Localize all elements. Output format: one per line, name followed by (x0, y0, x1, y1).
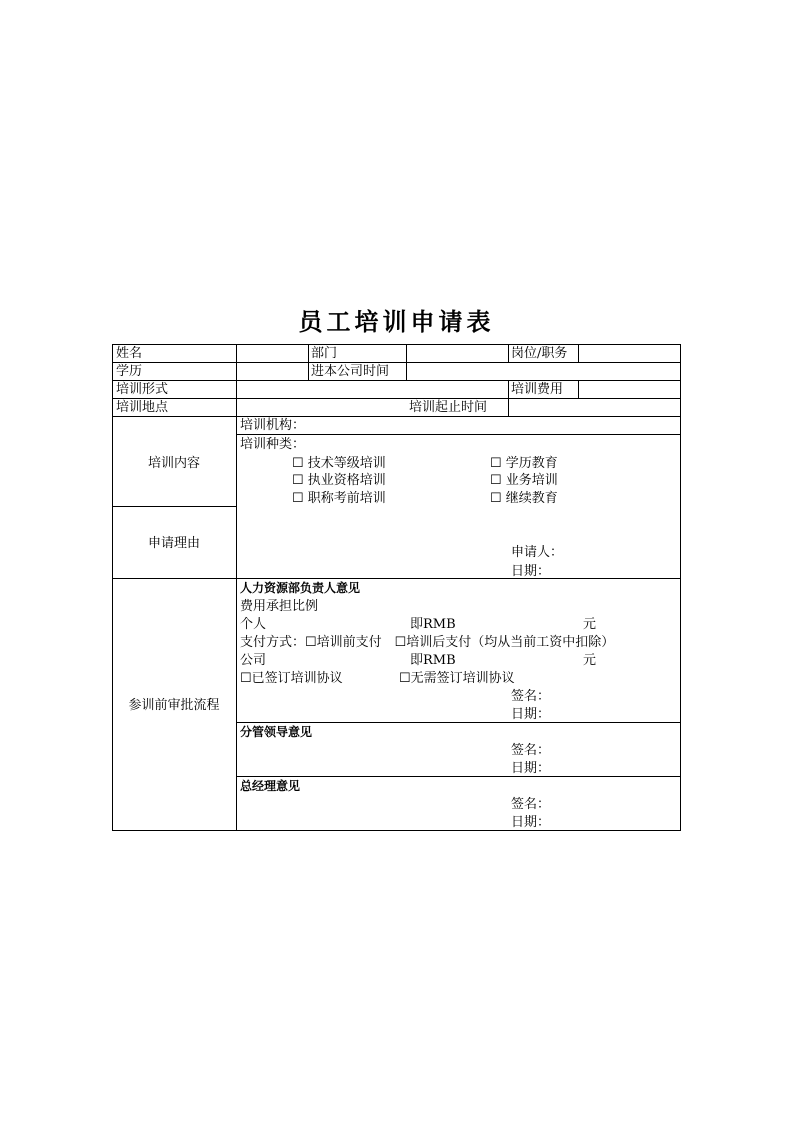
hr-opinion-title: 人力资源部负责人意见 (240, 581, 361, 595)
leader-opinion-title: 分管领导意见 (240, 725, 313, 739)
option-title-exam[interactable]: ☐ 职称考前培训 (292, 491, 386, 506)
company-rmb-label: 即RMB (410, 653, 456, 668)
training-form-label: 培训形式 (116, 382, 169, 397)
applicant-label: 申请人： (511, 545, 564, 560)
cost-share-label: 费用承担比例 (240, 599, 319, 614)
training-period-label: 培训起止时间 (409, 400, 488, 415)
agreement-unsigned-option[interactable]: ☐无需签订培训协议 (399, 671, 515, 686)
personal-label: 个人 (240, 617, 267, 632)
gm-sign-label: 签名： (511, 797, 551, 812)
training-types-label: 培训种类： (240, 437, 306, 452)
company-label: 公司 (240, 653, 267, 668)
option-academic[interactable]: ☐ 学历教育 (490, 456, 558, 471)
personal-yuan-label: 元 (583, 617, 597, 632)
content-label: 培训内容 (147, 456, 200, 471)
training-place-label: 培训地点 (116, 400, 169, 415)
payment-method: 支付方式：☐培训前支付 ☐培训后支付（均从当前工资中扣除） (240, 635, 615, 650)
gm-opinion-title: 总经理意见 (240, 779, 301, 793)
leader-sign-label: 签名： (511, 743, 551, 758)
option-continuing[interactable]: ☐ 继续教育 (490, 491, 558, 506)
name-label: 姓名 (116, 346, 143, 361)
position-label: 岗位/职务 (511, 346, 568, 361)
leader-date-label: 日期： (511, 761, 551, 776)
approval-label: 参训前审批流程 (128, 698, 220, 713)
training-org-label: 培训机构： (240, 418, 306, 433)
option-qualification[interactable]: ☐ 执业资格培训 (292, 473, 386, 488)
option-business[interactable]: ☐ 业务培训 (490, 473, 558, 488)
join-date-label: 进本公司时间 (311, 364, 390, 379)
hr-sign-label: 签名： (511, 689, 551, 704)
company-yuan-label: 元 (583, 653, 597, 668)
hr-date-label: 日期： (511, 707, 551, 722)
form-title: 员工培训申请表 (298, 307, 495, 336)
education-label: 学历 (116, 364, 143, 379)
dept-label: 部门 (311, 346, 338, 361)
reason-date-label: 日期： (511, 564, 551, 579)
training-fee-label: 培训费用 (511, 382, 564, 397)
personal-rmb-label: 即RMB (410, 617, 456, 632)
option-technical[interactable]: ☐ 技术等级培训 (292, 456, 386, 471)
agreement-signed-option[interactable]: ☐已签订培训协议 (240, 671, 343, 686)
gm-date-label: 日期： (511, 815, 551, 830)
reason-label: 申请理由 (147, 536, 200, 551)
